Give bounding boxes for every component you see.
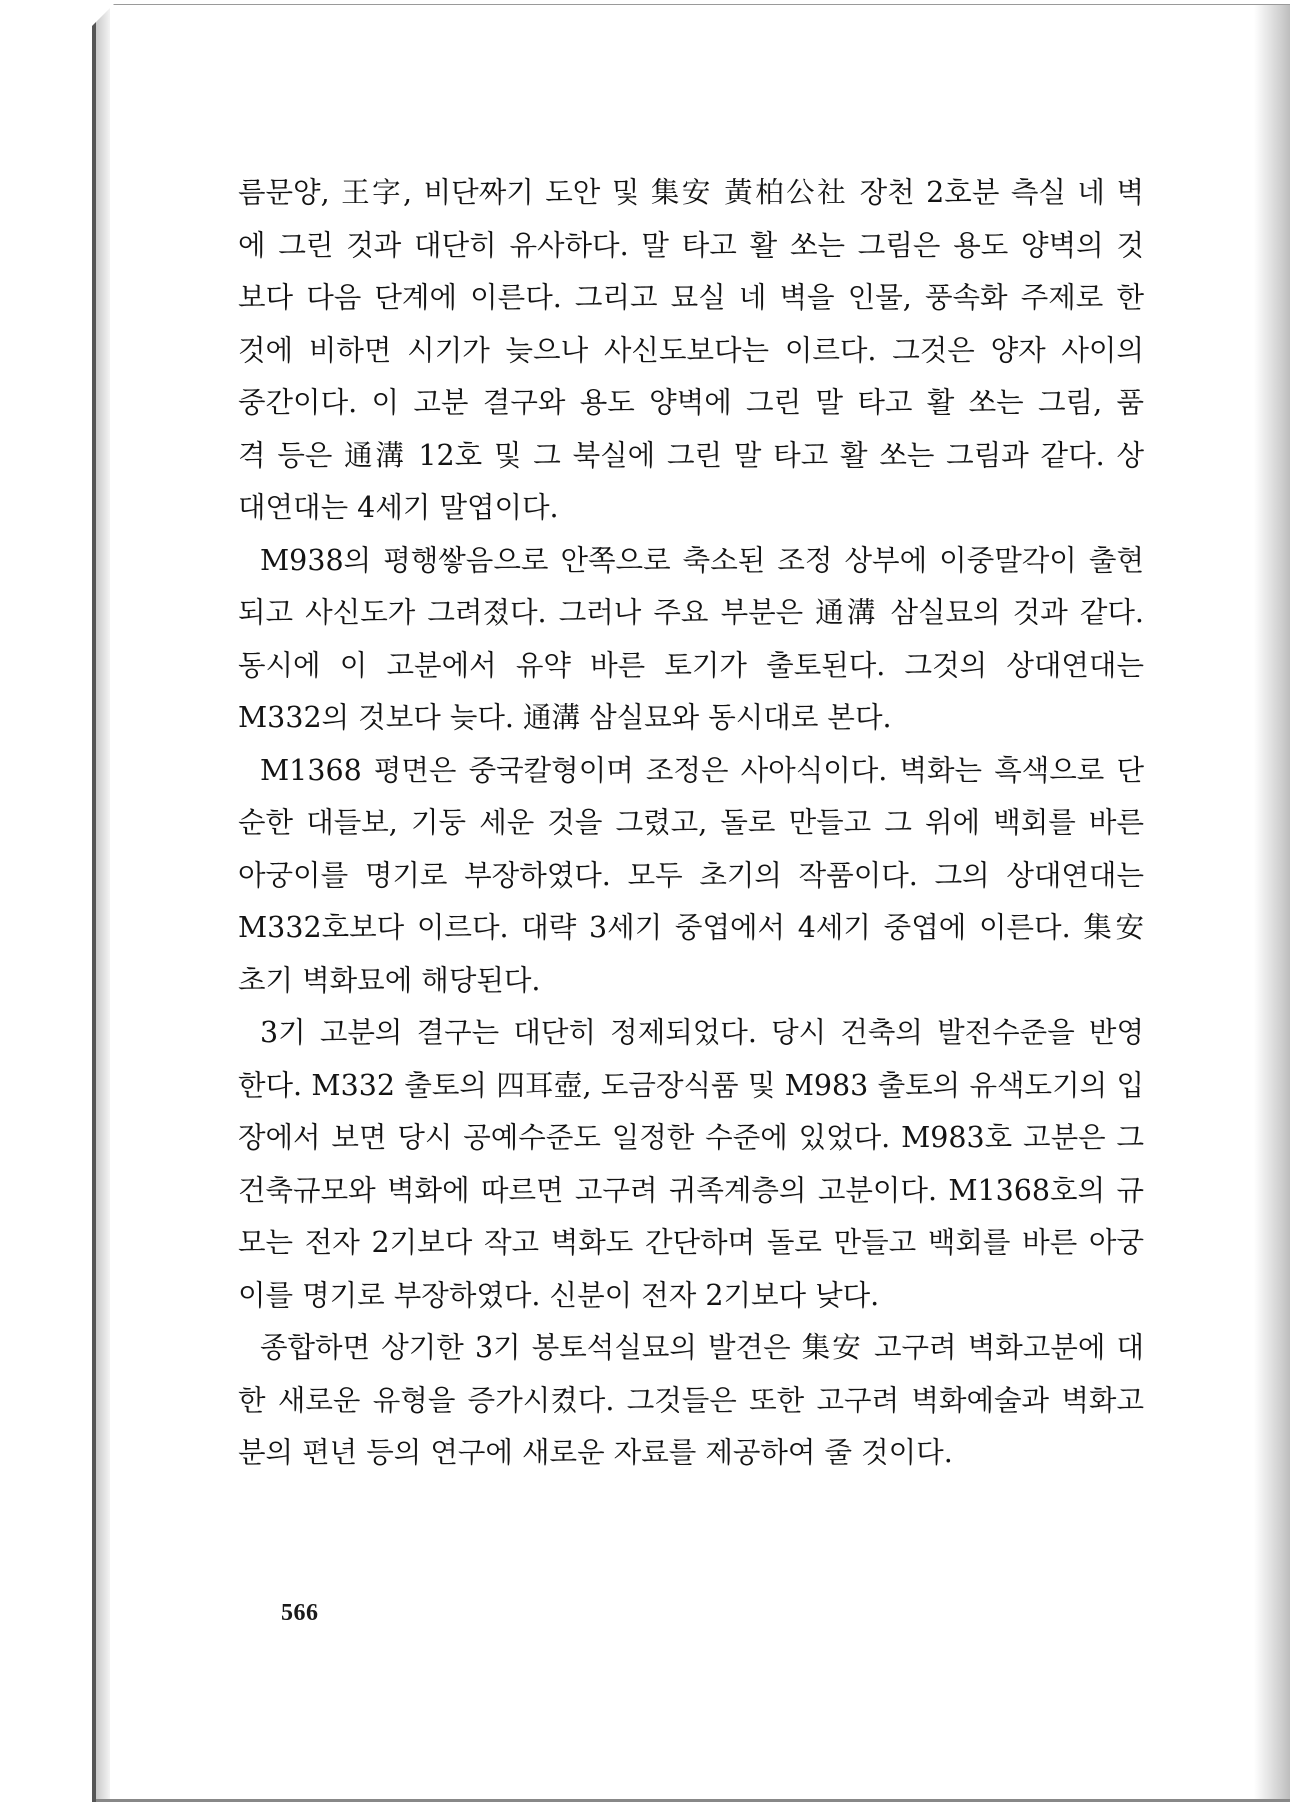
text-line: 건축규모와 벽화에 따르면 고구려 귀족계층의 고분이다. M1368호의 규 [238, 1173, 1144, 1207]
text-line: M938의 평행쌓음으로 안쪽으로 축소된 조정 상부에 이중말각이 출현 [260, 543, 1144, 577]
text-line: 모는 전자 2기보다 작고 벽화도 간단하며 돌로 만들고 백회를 바른 아궁 [238, 1226, 1144, 1259]
text-line: 초기 벽화묘에 해당된다. [238, 963, 541, 997]
page-bottom-edge [96, 1799, 1290, 1802]
text-line: 되고 사신도가 그려졌다. 그러나 주요 부분은 通溝 삼실묘의 것과 같다. [238, 596, 1144, 629]
paragraph-3 [238, 745, 1144, 1008]
text-line: 이를 명기로 부장하였다. 신분이 전자 2기보다 낮다. [238, 1278, 880, 1312]
text-line: 것에 비하면 시기가 늦으나 사신도보다는 이르다. 그것은 양자 사이의 [238, 333, 1144, 367]
paragraph-1 [238, 167, 1144, 535]
text-line: 중간이다. 이 고분 결구와 용도 양벽에 그린 말 타고 활 쏘는 그림, 품 [238, 386, 1144, 419]
text-line: M332호보다 이르다. 대략 3세기 중엽에서 4세기 중엽에 이른다. 集安 [238, 911, 1144, 944]
page-number: 566 [281, 1600, 319, 1626]
text-line: 에 그린 것과 대단히 유사하다. 말 타고 활 쏘는 그림은 용도 양벽의 것 [238, 228, 1144, 262]
text-line: 대연대는 4세기 말엽이다. [238, 491, 559, 524]
paragraph-4 [238, 1007, 1144, 1322]
text-line: 름문양, 王字, 비단짜기 도안 및 集安 黃柏公社 장천 2호분 측실 네 벽 [238, 176, 1144, 209]
paragraph-5 [238, 1322, 1144, 1480]
page-spine-shadow [96, 5, 110, 1802]
text-line: 보다 다음 단계에 이른다. 그리고 묘실 네 벽을 인물, 풍속화 주제로 한 [238, 281, 1144, 314]
page-edge-shadow [1254, 5, 1290, 1802]
text-line: 3기 고분의 결구는 대단히 정제되었다. 당시 건축의 발전수준을 반영 [260, 1016, 1144, 1049]
text-line: 아궁이를 명기로 부장하였다. 모두 초기의 작품이다. 그의 상대연대는 [238, 858, 1144, 892]
text-line: 종합하면 상기한 3기 봉토석실묘의 발견은 集安 고구려 벽화고분에 대 [260, 1331, 1144, 1364]
page-corner [92, 4, 114, 26]
paragraph-2 [238, 535, 1144, 745]
text-line: 분의 편년 등의 연구에 새로운 자료를 제공하여 줄 것이다. [238, 1436, 953, 1469]
text-line: 장에서 보면 당시 공예수준도 일정한 수준에 있었다. M983호 고분은 그 [238, 1121, 1144, 1154]
body-text [238, 167, 1144, 1480]
text-line: M1368 평면은 중국칼형이며 조정은 사아식이다. 벽화는 흑색으로 단 [260, 753, 1144, 787]
text-line: 순한 대들보, 기둥 세운 것을 그렸고, 돌로 만들고 그 위에 백회를 바른 [238, 806, 1144, 839]
text-line: 격 등은 通溝 12호 및 그 북실에 그린 말 타고 활 쏘는 그림과 같다. 상 [238, 438, 1144, 472]
text-line: 한다. M332 출토의 四耳壺, 도금장식품 및 M983 출토의 유색도기의 입 [238, 1068, 1144, 1102]
text-line: M332의 것보다 늦다. 通溝 삼실묘와 동시대로 본다. [238, 701, 892, 734]
text-line: 동시에 이 고분에서 유약 바른 토기가 출토된다. 그것의 상대연대는 [238, 648, 1144, 682]
text-line: 한 새로운 유형을 증가시켰다. 그것들은 또한 고구려 벽화예술과 벽화고 [238, 1383, 1144, 1417]
